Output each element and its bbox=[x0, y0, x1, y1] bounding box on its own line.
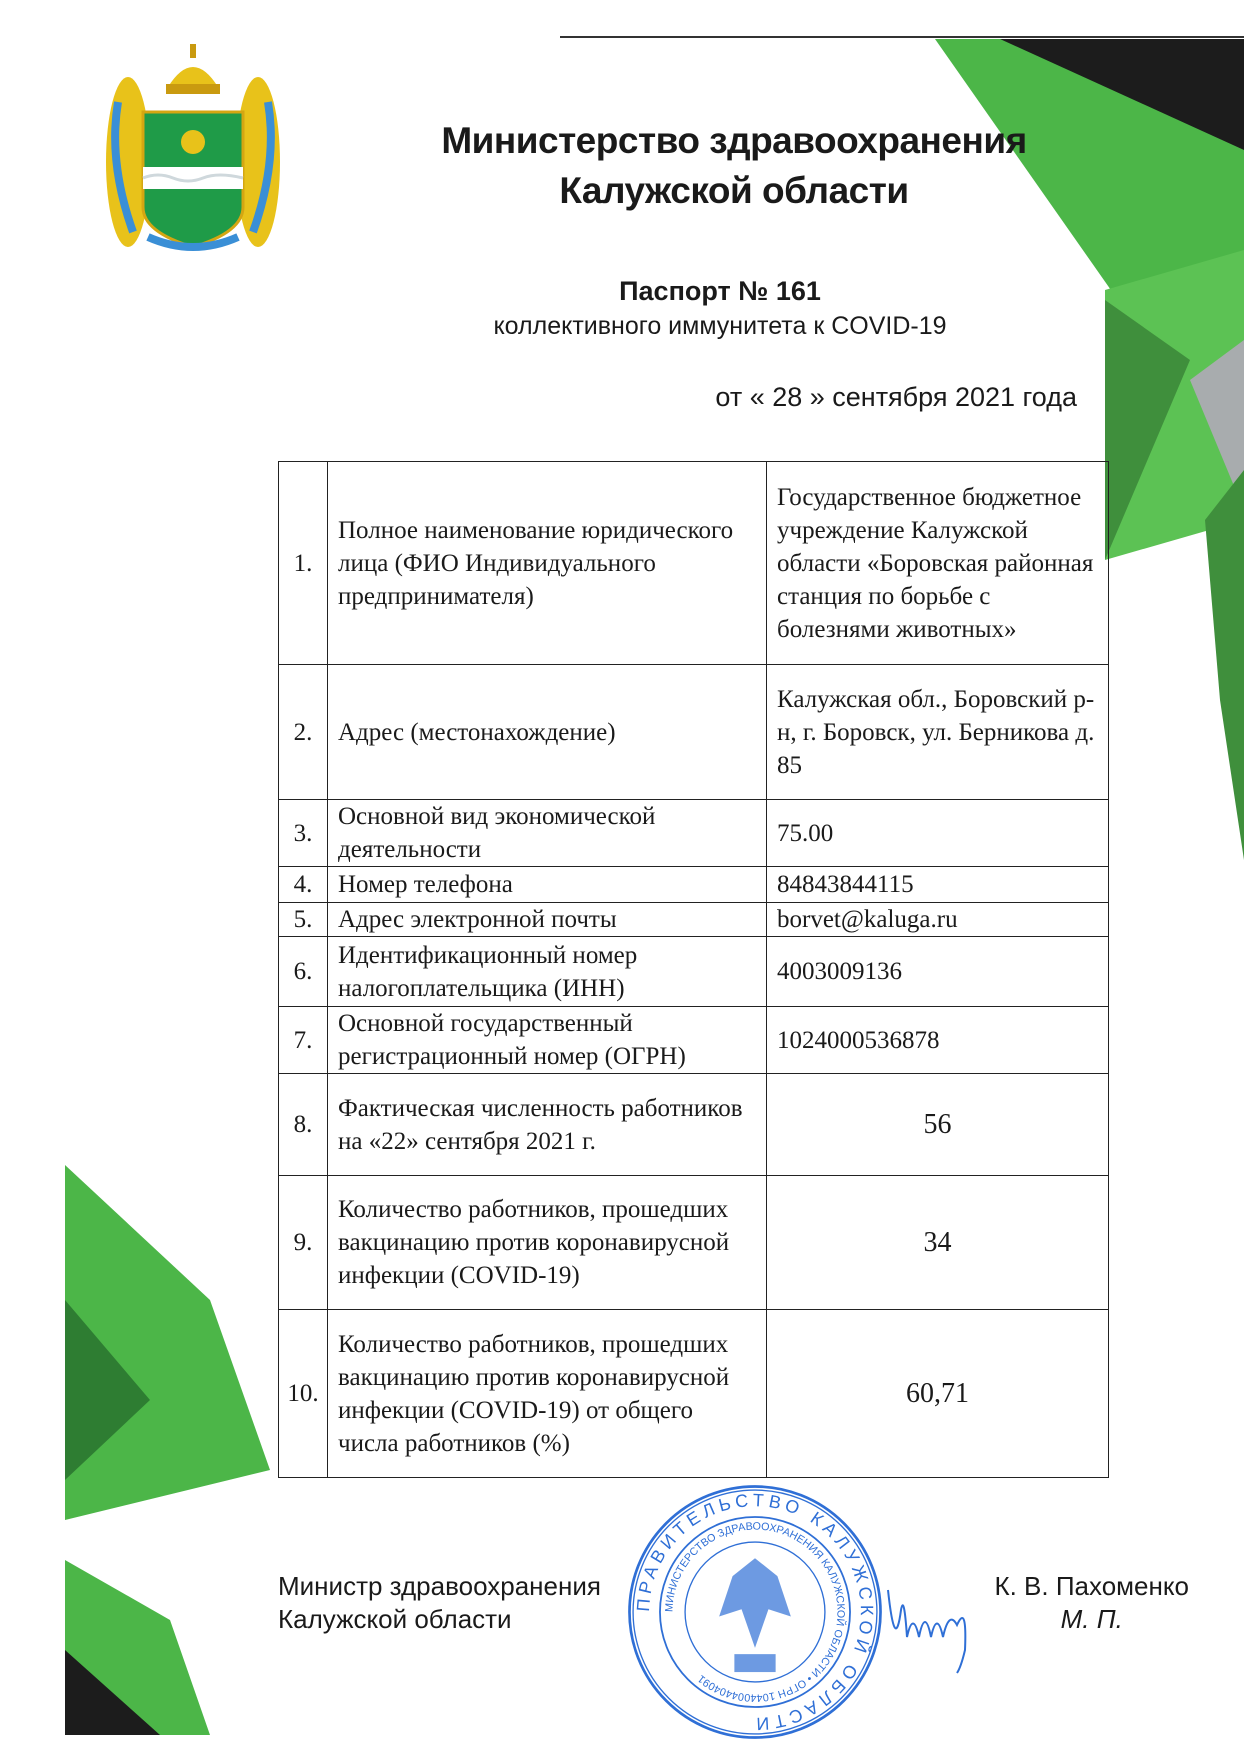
table-row bbox=[279, 1074, 1109, 1176]
kaluga-coat-of-arms-emblem bbox=[98, 42, 288, 254]
row-value: borvet@kaluga.ru bbox=[767, 903, 1109, 937]
signatory-name-block bbox=[994, 1570, 1189, 1636]
row-label: Идентификационный номер налогоплательщика (ИНН) bbox=[328, 937, 767, 1007]
row-label: Полное наименование юридического лица (ФИО Индивидуального предпринимателя) bbox=[328, 462, 767, 665]
row-label: Количество работников, прошедших вакцинацию против коронавирусной инфекции (COVID-19) bbox=[328, 1176, 767, 1310]
row-number: 7. bbox=[279, 1007, 328, 1074]
row-value: 84843844115 bbox=[767, 867, 1109, 903]
table-row bbox=[279, 903, 1109, 937]
table-row bbox=[279, 1310, 1109, 1478]
handwritten-signature bbox=[885, 1575, 975, 1675]
passport-table bbox=[278, 461, 1109, 1478]
position-line1: Министр здравоохранения bbox=[278, 1571, 601, 1601]
ministry-title-line2: Калужской области bbox=[559, 170, 909, 211]
row-label: Количество работников, прошедших вакцинацию против коронавирусной инфекции (COVID-19) от общего числа работников (%) bbox=[328, 1310, 767, 1478]
table-row bbox=[279, 1007, 1109, 1074]
row-value: Калужская обл., Боровский р-н, г. Боровск, ул. Берникова д. 85 bbox=[767, 665, 1109, 800]
row-value: Государственное бюджетное учреждение Калужской области «Боровская районная станция по борьбе с болезнями животных» bbox=[767, 462, 1109, 665]
table-row bbox=[279, 867, 1109, 903]
row-label: Адрес электронной почты bbox=[328, 903, 767, 937]
row-label: Основной вид экономической деятельности bbox=[328, 800, 767, 867]
svg-text:МИНИСТЕРСТВО ЗДРАВООХРАНЕНИЯ К: МИНИСТЕРСТВО ЗДРАВООХРАНЕНИЯ КАЛУЖСКОЙ ОБЛАСТИ • ОГРН 1044004404091 bbox=[663, 1520, 847, 1704]
row-value: 4003009136 bbox=[767, 937, 1109, 1007]
ministry-title-line1: Министерство здравоохранения bbox=[441, 120, 1027, 161]
svg-text:ПРАВИТЕЛЬСТВО КАЛУЖСКОЙ ОБЛАСТ: ПРАВИТЕЛЬСТВО КАЛУЖСКОЙ ОБЛАСТИ bbox=[632, 1489, 877, 1735]
row-number: 1. bbox=[279, 462, 328, 665]
table-row bbox=[279, 800, 1109, 867]
row-number: 4. bbox=[279, 867, 328, 903]
row-value: 56 bbox=[767, 1074, 1109, 1176]
passport-title: Паспорт № 161 bbox=[619, 276, 821, 306]
table-row bbox=[279, 462, 1109, 665]
row-label: Адрес (местонахождение) bbox=[328, 665, 767, 800]
row-number: 10. bbox=[279, 1310, 328, 1478]
table-row bbox=[279, 1176, 1109, 1310]
signatory-position bbox=[278, 1570, 601, 1636]
row-number: 3. bbox=[279, 800, 328, 867]
top-border-line bbox=[560, 36, 1244, 38]
row-number: 5. bbox=[279, 903, 328, 937]
stamp-place-label: М. П. bbox=[1060, 1604, 1123, 1634]
row-label: Фактическая численность работников на «22» сентября 2021 г. bbox=[328, 1074, 767, 1176]
passport-date: от « 28 » сентября 2021 года bbox=[715, 382, 1077, 412]
row-number: 9. bbox=[279, 1176, 328, 1310]
official-seal-stamp bbox=[625, 1482, 885, 1742]
row-number: 2. bbox=[279, 665, 328, 800]
table-row bbox=[279, 665, 1109, 800]
passport-subtitle: коллективного иммунитета к COVID-19 bbox=[493, 312, 947, 340]
row-value: 34 bbox=[767, 1176, 1109, 1310]
row-value: 60,71 bbox=[767, 1310, 1109, 1478]
row-label: Основной государственный регистрационный номер (ОГРН) bbox=[328, 1007, 767, 1074]
position-line2: Калужской области bbox=[278, 1604, 512, 1634]
row-value: 75.00 bbox=[767, 800, 1109, 867]
row-number: 6. bbox=[279, 937, 328, 1007]
row-label: Номер телефона bbox=[328, 867, 767, 903]
row-number: 8. bbox=[279, 1074, 328, 1176]
table-row bbox=[279, 937, 1109, 1007]
row-value: 1024000536878 bbox=[767, 1007, 1109, 1074]
signatory-name: К. В. Пахоменко bbox=[994, 1571, 1189, 1601]
